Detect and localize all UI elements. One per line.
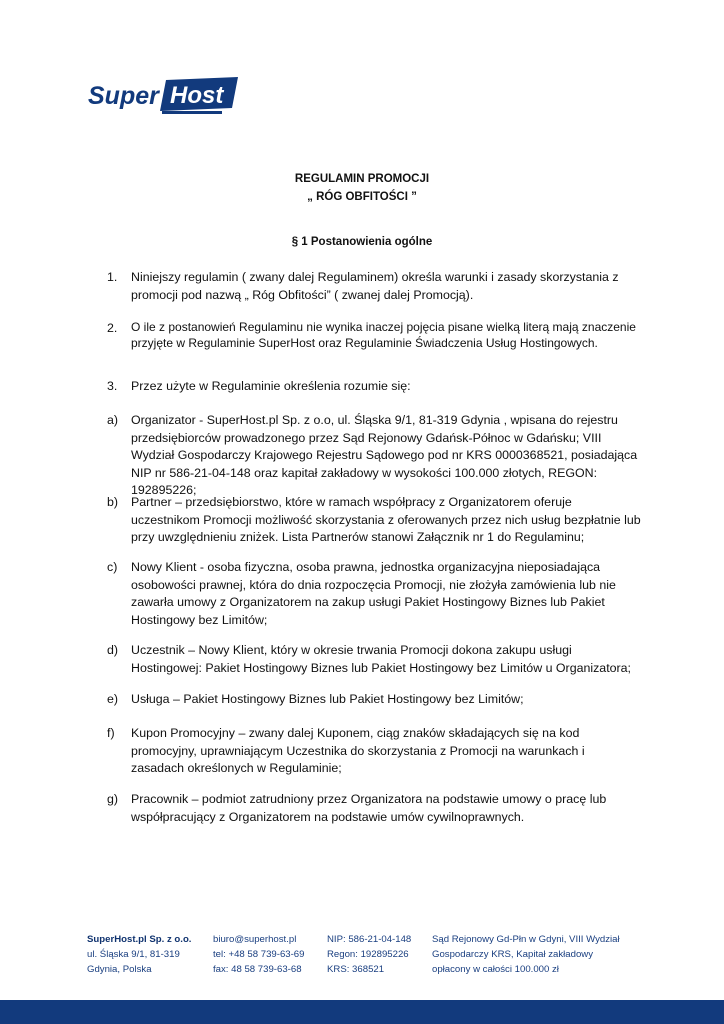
- list-item-text: Pracownik – podmiot zatrudniony przez Organizatora na podstawie umowy o pracę lub współpracujący z Organizatorem na podstawie umów cywilnoprawnych.: [131, 792, 607, 824]
- logo-speed-line: [162, 111, 222, 114]
- footer-registry: [327, 932, 411, 977]
- footer-phone: tel: +48 58 739-63-69: [213, 949, 305, 960]
- logo-text-super: Super: [88, 82, 159, 110]
- list-marker: 3.: [107, 379, 118, 393]
- footer-court-line1: Sąd Rejonowy Gd-Płn w Gdyni, VIII Wydział: [432, 934, 620, 945]
- list-marker: f): [107, 726, 115, 740]
- footer-court-line3: opłacony w całości 100.000 zł: [432, 964, 559, 975]
- footer-company-street: ul. Śląska 9/1, 81-319: [87, 949, 180, 960]
- list-item-text: Kupon Promocyjny – zwany dalej Kuponem, ciąg znaków składających się na kod promocyjny, uprawniającym Uczestnika do skorzystania z Promocji na warunkach i zasadach określonych w Regulaminie;: [131, 726, 585, 775]
- superhost-logo: [86, 74, 242, 118]
- list-item-text: Nowy Klient - osoba fizyczna, osoba prawna, jednostka organizacyjna nieposiadająca osobowości prawnej, która do dnia rozpoczęcia Promocji, nie złożyła zamówienia lub nie zawarła umowy z Organizatorem na zakup usługi Pakiet Hostingowy Biznes lub Pakiet Hostingowy bez Limitów;: [131, 560, 616, 627]
- footer-nip: NIP: 586-21-04-148: [327, 934, 412, 945]
- list-marker: a): [107, 413, 119, 427]
- page-footer: [0, 932, 724, 982]
- logo-text-host: Host: [170, 82, 224, 109]
- footer-court-line2: Gospodarczy KRS, Kapitał zakładowy: [432, 949, 594, 960]
- list-item-text: Niniejszy regulamin ( zwany dalej Regulaminem) określa warunki i zasady skorzystania z promocji pod nazwą „ Róg Obfitości” ( zwanej dalej Promocją).: [131, 270, 619, 302]
- list-marker: 1.: [107, 270, 118, 284]
- list-marker: 2.: [107, 321, 118, 335]
- list-marker: b): [107, 495, 119, 509]
- footer-contact: [213, 932, 304, 977]
- list-marker: d): [107, 643, 119, 657]
- list-item-text: Organizator - SuperHost.pl Sp. z o.o, ul. Śląska 9/1, 81-319 Gdynia , wpisana do rejestru przedsiębiorców prowadzonego przez Sąd Rejonowy Gdańsk-Północ w Gdańsku; VIII Wydział Gospodarczy Krajowego Rejestru Sądowego pod nr KRS 0000368521, posiadająca NIP nr 586-21-04-148 oraz kapitał zakładowy w wysokości 100.000 złotych, REGON: 192895226;: [131, 413, 638, 497]
- footer-company-name: SuperHost.pl Sp. z o.o.: [87, 934, 192, 945]
- list-marker: e): [107, 692, 119, 706]
- section-heading: § 1 Postanowienia ogólne: [291, 236, 433, 248]
- list-marker: c): [107, 560, 118, 574]
- footer-court: [432, 932, 620, 977]
- footer-company-city: Gdynia, Polska: [87, 964, 152, 975]
- footer-email-link[interactable]: biuro@superhost.pl: [213, 934, 297, 945]
- footer-bar: [0, 1000, 724, 1024]
- list-marker: g): [107, 792, 119, 806]
- list-item-text: O ile z postanowień Regulaminu nie wynika inaczej pojęcia pisane wielką literą mają znaczenie przyjęte w Regulaminie SuperHost oraz Regulaminie Świadczenia Usług Hostingowych.: [131, 320, 636, 350]
- footer-fax: fax: 48 58 739-63-68: [213, 964, 302, 975]
- list-item-text: Uczestnik – Nowy Klient, który w okresie trwania Promocji dokona zakupu usługi Hostingowej: Pakiet Hostingowy Biznes lub Pakiet Hostingowy bez Limitów u Organizatora;: [131, 643, 631, 675]
- list-item-text: Usługa – Pakiet Hostingowy Biznes lub Pakiet Hostingowy bez Limitów;: [131, 692, 524, 706]
- document-title-line1: REGULAMIN PROMOCJI: [294, 173, 430, 185]
- footer-krs: KRS: 368521: [327, 964, 385, 975]
- document-title-line2: „ RÓG OBFITOŚCI ”: [307, 191, 417, 203]
- footer-regon: Regon: 192895226: [327, 949, 409, 960]
- footer-company: [87, 932, 191, 977]
- list-item-text: Partner – przedsiębiorstwo, które w ramach współpracy z Organizatorem oferuje uczestnikom Promocji możliwość skorzystania z oferowanych przez nich usług bezpłatnie lub przy uwzględnieniu zniżek. Lista Partnerów stanowi Załącznik nr 1 do Regulaminu;: [131, 495, 641, 544]
- list-item-text: Przez użyte w Regulaminie określenia rozumie się:: [131, 379, 411, 393]
